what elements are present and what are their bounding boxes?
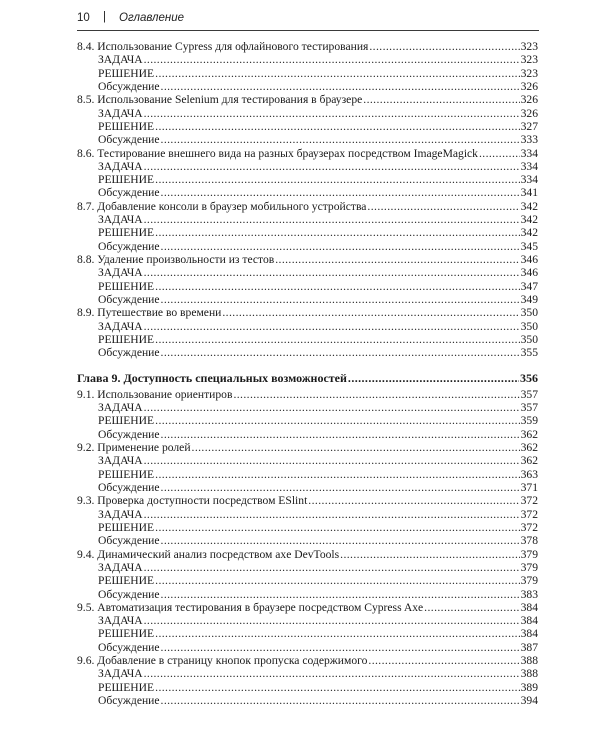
entry-title: РЕШЕНИЕ (98, 414, 155, 428)
dot-leader (144, 454, 520, 467)
entry-title: РЕШЕНИЕ (98, 467, 155, 481)
toc-subentry (77, 120, 538, 133)
entry-title: ЗАДАЧА (98, 507, 143, 521)
dot-leader (479, 147, 520, 160)
entry-page: 378 (520, 534, 538, 548)
dot-leader (155, 280, 519, 293)
entry-title: 9.5. Автоматизация тестирования в браузере посредством Cypress Axe (77, 600, 424, 614)
entry-page: 379 (520, 574, 538, 588)
entry-page: 384 (520, 600, 538, 614)
toc-section-entry (77, 40, 538, 53)
toc-subentry (77, 534, 538, 547)
dot-leader (155, 173, 519, 186)
dot-leader (161, 481, 520, 494)
entry-page: 362 (520, 441, 538, 455)
entry-page: 326 (520, 79, 538, 93)
table-of-contents (77, 40, 538, 707)
toc-section-entry (77, 654, 538, 667)
entry-page: 327 (520, 119, 538, 133)
dot-leader (161, 133, 520, 146)
toc-subentry (77, 641, 538, 654)
entry-title: 8.8. Удаление произвольности из тестов (77, 253, 275, 266)
entry-title: 9.4. Динамический анализ посредством axe DevTools (77, 547, 340, 561)
toc-subentry (77, 508, 538, 521)
dot-leader (161, 186, 520, 199)
entry-title: ЗАДАЧА (98, 106, 143, 120)
dot-leader (233, 388, 519, 401)
entry-title: 9.6. Добавление в страницу кнопок пропуска содержимого (77, 654, 368, 668)
dot-leader (161, 428, 520, 441)
toc-subentry (77, 186, 538, 199)
entry-page: 350 (520, 332, 538, 346)
entry-title: РЕШЕНИЕ (98, 279, 155, 293)
toc-entries-chapter-9 (77, 388, 538, 708)
entry-title: 9.2. Применение ролей (77, 441, 191, 455)
dot-leader (363, 93, 519, 106)
entry-page: 334 (520, 146, 538, 160)
entry-page: 350 (520, 319, 538, 333)
entry-page: 387 (520, 640, 538, 654)
entry-page: 372 (520, 494, 538, 508)
toc-subentry (77, 346, 538, 359)
entry-title: ЗАДАЧА (98, 213, 143, 227)
toc-subentry (77, 574, 538, 587)
entry-title: Обсуждение (98, 534, 160, 548)
entry-page: 363 (520, 467, 538, 481)
entry-title: ЗАДАЧА (98, 454, 143, 468)
toc-subentry (77, 173, 538, 186)
toc-subentry (77, 627, 538, 640)
toc-section-entry (77, 253, 538, 266)
entry-page: 323 (520, 66, 538, 80)
entry-page: 384 (520, 614, 538, 628)
toc-subentry (77, 561, 538, 574)
dot-leader (368, 654, 519, 667)
dot-leader (155, 681, 519, 694)
entry-page: 349 (520, 292, 538, 306)
entry-title: ЗАДАЧА (98, 266, 143, 280)
toc-subentry (77, 280, 538, 293)
dot-leader (161, 346, 520, 359)
toc-subentry (77, 160, 538, 173)
toc-section-entry (77, 548, 538, 561)
dot-leader (155, 67, 519, 80)
entry-page: 394 (520, 694, 538, 707)
toc-subentry (77, 681, 538, 694)
dot-leader (144, 213, 520, 226)
entry-title: 9.3. Проверка доступности посредством ESlint (77, 494, 308, 508)
entry-title: 8.5. Использование Selenium для тестирования в браузере (77, 93, 363, 107)
toc-subentry (77, 320, 538, 333)
toc-subentry (77, 333, 538, 346)
dot-leader (348, 372, 519, 385)
entry-page: 326 (520, 106, 538, 120)
toc-subentry (77, 414, 538, 427)
dot-leader (155, 226, 519, 239)
entry-title: 8.4. Использование Cypress для офлайнового тестирования (77, 40, 369, 53)
entry-page: 333 (520, 133, 538, 147)
header-separator: | (103, 11, 106, 23)
toc-subentry (77, 226, 538, 239)
entry-title: 8.7. Добавление консоли в браузер мобильного устройства (77, 199, 367, 213)
entry-title: РЕШЕНИЕ (98, 173, 155, 187)
entry-page: 359 (520, 414, 538, 428)
entry-page: 342 (520, 199, 538, 213)
running-title: Оглавление (119, 12, 184, 24)
entry-title: 8.9. Путешествие во времени (77, 306, 222, 320)
chapter-title: Глава 9. Доступность специальных возможностей (77, 371, 347, 385)
entry-page: 347 (520, 279, 538, 293)
entry-page: 350 (520, 306, 538, 320)
dot-leader (222, 306, 519, 319)
entry-title: Обсуждение (98, 239, 160, 253)
entry-title: Обсуждение (98, 186, 160, 200)
dot-leader (192, 441, 520, 454)
entry-page: 362 (520, 454, 538, 468)
toc-subentry (77, 481, 538, 494)
toc-subentry (77, 213, 538, 226)
dot-leader (340, 548, 519, 561)
entry-page: 384 (520, 627, 538, 641)
toc-subentry (77, 240, 538, 253)
toc-entries-chapter-8 (77, 40, 538, 360)
entry-title: Обсуждение (98, 79, 160, 93)
toc-subentry (77, 67, 538, 80)
toc-section-entry (77, 441, 538, 454)
dot-leader (367, 200, 519, 213)
toc-subentry (77, 53, 538, 66)
toc-subentry (77, 588, 538, 601)
entry-page: 341 (520, 186, 538, 200)
entry-page: 383 (520, 587, 538, 601)
entry-page: 346 (520, 266, 538, 280)
dot-leader (161, 240, 520, 253)
toc-section-entry (77, 93, 538, 106)
toc-section-entry (77, 147, 538, 160)
entry-title: Обсуждение (98, 481, 160, 494)
entry-title: 8.6. Тестирование внешнего вида на разных браузерах посредством ImageMagick (77, 146, 478, 160)
entry-title: ЗАДАЧА (98, 560, 143, 574)
dot-leader (161, 80, 520, 93)
entry-page: 357 (520, 401, 538, 415)
dot-leader (161, 588, 520, 601)
toc-subentry (77, 428, 538, 441)
entry-page: 355 (520, 346, 538, 360)
toc-subentry (77, 667, 538, 680)
toc-subentry (77, 293, 538, 306)
dot-leader (161, 694, 520, 707)
dot-leader (144, 320, 520, 333)
toc-section-entry (77, 200, 538, 213)
toc-chapter-heading (77, 372, 538, 385)
dot-leader (144, 401, 520, 414)
page-number: 10 (77, 12, 90, 24)
toc-subentry (77, 133, 538, 146)
entry-title: РЕШЕНИЕ (98, 680, 155, 694)
entry-title: Обсуждение (98, 694, 160, 707)
entry-page: 346 (520, 253, 538, 266)
entry-page: 357 (520, 387, 538, 401)
toc-section-entry (77, 494, 538, 507)
entry-page: 371 (520, 481, 538, 494)
entry-title: РЕШЕНИЕ (98, 574, 155, 588)
toc-subentry (77, 694, 538, 707)
chapter-page: 356 (520, 371, 538, 385)
entry-page: 342 (520, 226, 538, 240)
dot-leader (144, 160, 520, 173)
dot-leader (144, 614, 520, 627)
toc-section-entry (77, 388, 538, 401)
entry-title: Обсуждение (98, 346, 160, 360)
dot-leader (275, 253, 519, 266)
entry-title: Обсуждение (98, 427, 160, 441)
entry-title: 9.1. Использование ориентиров (77, 387, 233, 401)
entry-title: ЗАДАЧА (98, 614, 143, 628)
dot-leader (424, 601, 519, 614)
dot-leader (161, 641, 520, 654)
dot-leader (144, 266, 520, 279)
entry-page: 326 (520, 93, 538, 107)
entry-page: 379 (520, 547, 538, 561)
entry-page: 345 (520, 239, 538, 253)
entry-page: 372 (520, 520, 538, 534)
toc-subentry (77, 468, 538, 481)
toc-section-entry (77, 601, 538, 614)
entry-page: 389 (520, 680, 538, 694)
entry-page: 362 (520, 427, 538, 441)
entry-title: РЕШЕНИЕ (98, 119, 155, 133)
dot-leader (155, 333, 519, 346)
entry-title: ЗАДАЧА (98, 667, 143, 681)
dot-leader (144, 508, 520, 521)
toc-section-entry (77, 306, 538, 319)
entry-page: 334 (520, 159, 538, 173)
dot-leader (155, 521, 519, 534)
entry-page: 323 (520, 40, 538, 53)
entry-title: РЕШЕНИЕ (98, 66, 155, 80)
dot-leader (144, 107, 520, 120)
entry-title: Обсуждение (98, 587, 160, 601)
entry-page: 388 (520, 654, 538, 668)
entry-title: ЗАДАЧА (98, 159, 143, 173)
toc-subentry (77, 614, 538, 627)
dot-leader (308, 494, 519, 507)
page-header (77, 10, 539, 31)
entry-title: ЗАДАЧА (98, 319, 143, 333)
entry-page: 323 (520, 53, 538, 67)
toc-subentry (77, 454, 538, 467)
entry-title: Обсуждение (98, 133, 160, 147)
dot-leader (144, 561, 520, 574)
dot-leader (161, 293, 520, 306)
toc-subentry (77, 401, 538, 414)
dot-leader (161, 534, 520, 547)
dot-leader (144, 53, 520, 66)
dot-leader (155, 468, 519, 481)
entry-title: РЕШЕНИЕ (98, 226, 155, 240)
dot-leader (155, 414, 519, 427)
dot-leader (155, 120, 519, 133)
entry-title: ЗАДАЧА (98, 53, 143, 67)
entry-title: РЕШЕНИЕ (98, 520, 155, 534)
dot-leader (155, 574, 519, 587)
dot-leader (144, 667, 520, 680)
entry-title: РЕШЕНИЕ (98, 332, 155, 346)
dot-leader (155, 627, 519, 640)
toc-subentry (77, 80, 538, 93)
entry-page: 372 (520, 507, 538, 521)
entry-page: 388 (520, 667, 538, 681)
toc-subentry (77, 521, 538, 534)
entry-page: 334 (520, 173, 538, 187)
entry-title: Обсуждение (98, 640, 160, 654)
toc-subentry (77, 266, 538, 279)
entry-title: ЗАДАЧА (98, 401, 143, 415)
entry-page: 342 (520, 213, 538, 227)
entry-title: Обсуждение (98, 292, 160, 306)
dot-leader (369, 40, 519, 53)
toc-subentry (77, 107, 538, 120)
entry-title: РЕШЕНИЕ (98, 627, 155, 641)
entry-page: 379 (520, 560, 538, 574)
